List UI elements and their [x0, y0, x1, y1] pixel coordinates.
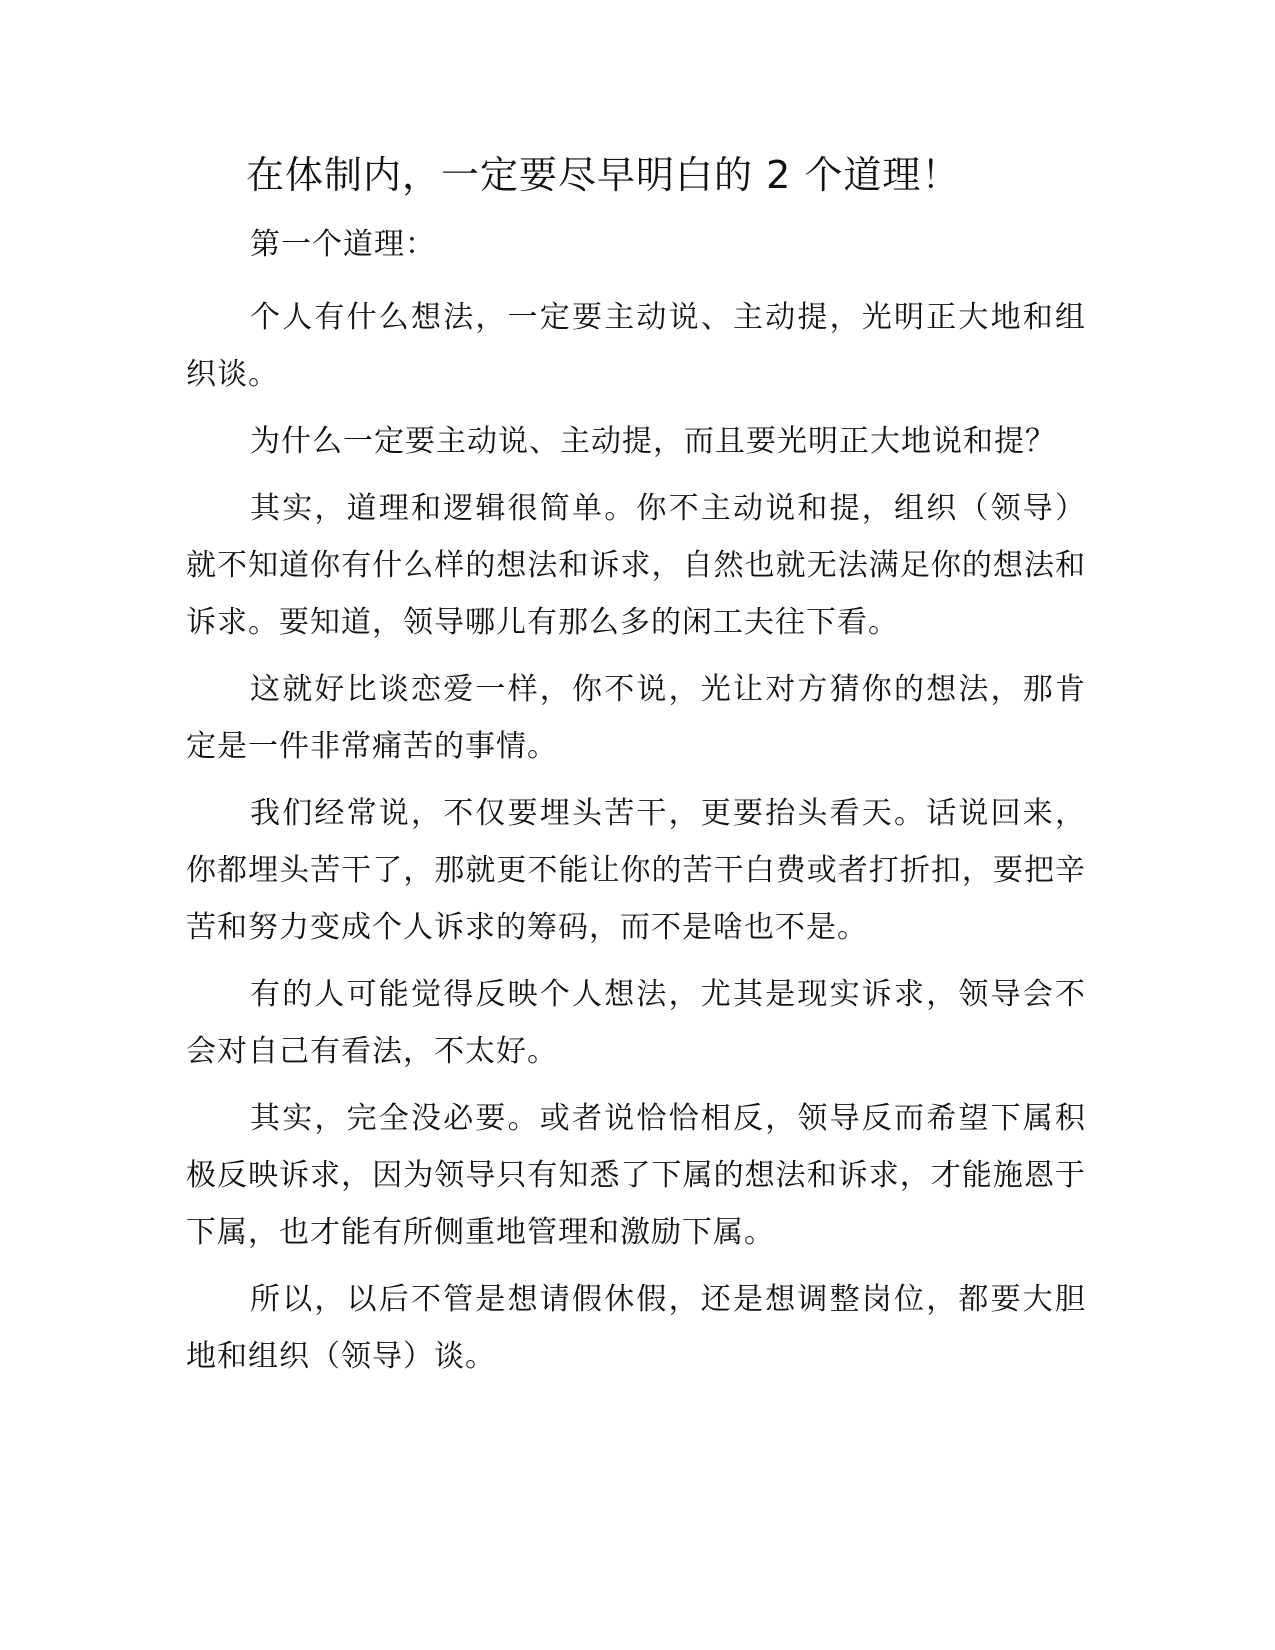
paragraph: 为什么一定要主动说、主动提，而且要光明正大地说和提？: [250, 424, 1056, 459]
paragraph: 其实，完全没必要。或者说恰恰相反，领导反而希望下属积极反映诉求，因为领导只有知悉了下属的想法和诉求，才能施恩于下属，也才能有所侧重地管理和激励下属。: [186, 1101, 1086, 1250]
paragraph: 这就好比谈恋爱一样，你不说，光让对方猜你的想法，那肯定是一件非常痛苦的事情。: [186, 672, 1086, 764]
document-body: [186, 148, 1086, 1395]
section-heading: 第一个道理：: [250, 227, 436, 262]
paragraph: 所以，以后不管是想请假休假，还是想调整岗位，都要大胆地和组织（领导）谈。: [186, 1282, 1086, 1374]
document-title: 在体制内，一定要尽早明白的 2 个道理！: [246, 153, 961, 197]
paragraph: 个人有什么想法，一定要主动说、主动提，光明正大地和组织谈。: [186, 300, 1086, 392]
paragraph: 其实，道理和逻辑很简单。你不主动说和提，组织（领导）就不知道你有什么样的想法和诉求，自然也就无法满足你的想法和诉求。要知道，领导哪儿有那么多的闲工夫往下看。: [186, 491, 1086, 640]
paragraph: 有的人可能觉得反映个人想法，尤其是现实诉求，领导会不会对自己有看法，不太好。: [186, 977, 1086, 1069]
paragraph: 我们经常说，不仅要埋头苦干，更要抬头看天。话说回来，你都埋头苦干了，那就更不能让你的苦干白费或者打折扣，要把辛苦和努力变成个人诉求的筹码，而不是啥也不是。: [186, 796, 1086, 945]
